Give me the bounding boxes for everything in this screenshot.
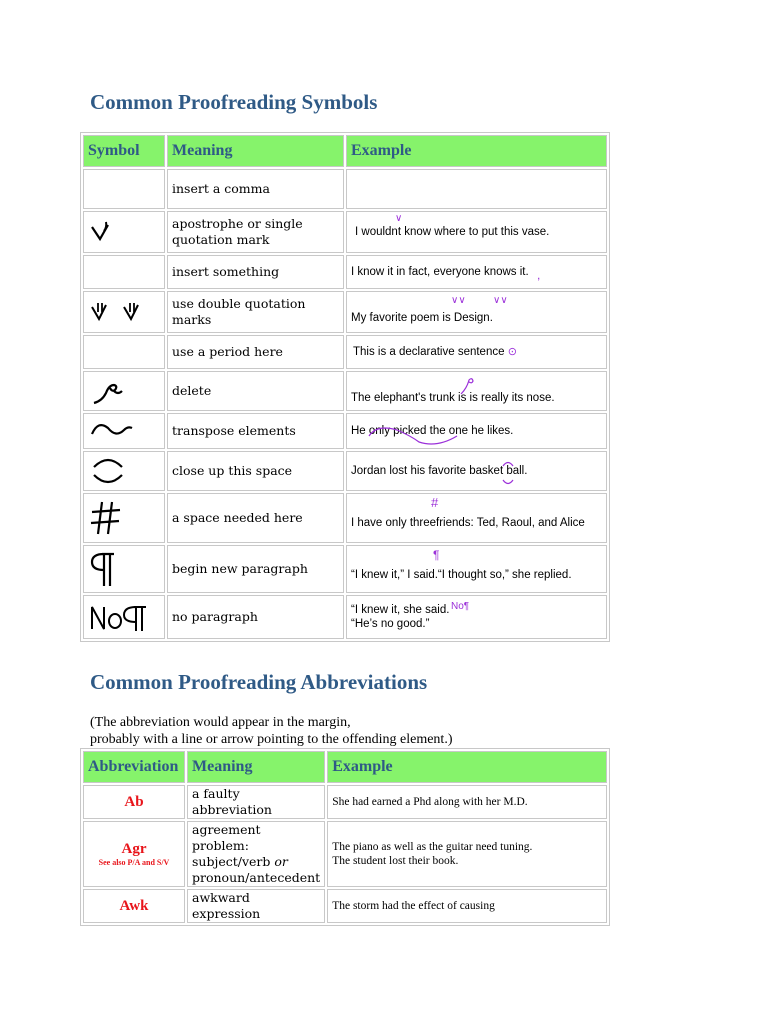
example-text: I know it in fact, everyone knows it. [351, 266, 529, 278]
meaning-text: agreement problem: subject/verb [192, 822, 275, 869]
meaning-cell: close up this space [167, 451, 344, 491]
symbol-cell [83, 291, 165, 333]
apostrophe-mark-icon [88, 217, 128, 247]
note-line-1: (The abbreviation would appear in the margin, [90, 715, 351, 730]
meaning-cell: insert a comma [167, 169, 344, 209]
meaning-cell: no paragraph [167, 595, 344, 639]
table-row [83, 889, 607, 923]
table-row [83, 371, 607, 411]
header-meaning: Meaning [167, 135, 344, 167]
example-text: Jordan lost his favorite basket ball. [351, 465, 528, 477]
caret-mark-icon: ∨ [395, 213, 403, 224]
example-cell [346, 255, 607, 289]
double-quote-mark-icon: ∨∨ [451, 295, 466, 306]
paragraph-mark-icon: ¶ [433, 548, 440, 562]
header-abbreviation: Abbreviation [83, 751, 185, 783]
example-cell [346, 371, 607, 411]
example-cell [346, 595, 607, 639]
example-text: My favorite poem is Design. [351, 312, 493, 324]
example-text-line-2: The student lost their book. [332, 855, 459, 867]
example-cell: She had earned a Phd along with her M.D. [327, 785, 607, 819]
example-cell [346, 493, 607, 543]
transpose-mark-icon [88, 416, 136, 446]
abbreviation-cell [83, 821, 185, 887]
meaning-cell: awkward expression [187, 889, 325, 923]
see-also-note: See also P/A and S/V [98, 857, 170, 867]
table-row [83, 413, 607, 449]
header-example: Example [346, 135, 607, 167]
symbol-cell [83, 169, 165, 209]
meaning-emphasis: or [274, 854, 288, 869]
meaning-cell [187, 821, 325, 887]
table-row [83, 335, 607, 369]
meaning-cell: use a period here [167, 335, 344, 369]
symbol-cell [83, 211, 165, 253]
example-cell [346, 169, 607, 209]
abbreviations-section-title: Common Proofreading Abbreviations [90, 670, 428, 694]
example-cell [346, 545, 607, 593]
example-cell [346, 413, 607, 449]
table-row [83, 451, 607, 491]
space-mark-icon [88, 498, 124, 538]
example-cell: The storm had the effect of causing [327, 889, 607, 923]
double-quote-mark-icon [88, 297, 154, 327]
example-cell [346, 451, 607, 491]
meaning-cell: begin new paragraph [167, 545, 344, 593]
example-cell [346, 211, 607, 253]
table-row [83, 255, 607, 289]
example-cell [346, 335, 607, 369]
table-row [83, 169, 607, 209]
table-row [83, 595, 607, 639]
example-text: This is a declarative sentence [353, 346, 505, 358]
symbol-cell [83, 493, 165, 543]
symbol-cell [83, 335, 165, 369]
close-up-stroke-icon [501, 460, 515, 486]
abbreviations-table-header [83, 751, 607, 783]
example-text: I wouldnt know where to put this vase. [355, 226, 550, 238]
symbols-section-title: Common Proofreading Symbols [90, 90, 378, 114]
abbreviation-text: Agr [121, 840, 147, 857]
meaning-tail: pronoun/antecedent [192, 870, 321, 885]
paragraph-mark-icon [88, 548, 124, 590]
meaning-cell: use double quotation marks [167, 291, 344, 333]
table-row [83, 785, 607, 819]
header-meaning: Meaning [187, 751, 325, 783]
symbol-cell [83, 451, 165, 491]
header-symbol: Symbol [83, 135, 165, 167]
meaning-cell: apostrophe or single quotation mark [167, 211, 344, 253]
meaning-cell: a faulty abbreviation [187, 785, 325, 819]
comma-mark-icon: , [537, 268, 541, 282]
meaning-cell: transpose elements [167, 413, 344, 449]
example-text-line-2: “He’s no good.” [351, 618, 430, 630]
meaning-cell: a space needed here [167, 493, 344, 543]
example-text: “I knew it,” I said.“I thought so,” she replied. [351, 569, 572, 581]
example-text: The elephant's trunk is is really its nose. [351, 392, 555, 404]
meaning-cell: delete [167, 371, 344, 411]
double-quote-mark-icon: ∨∨ [493, 295, 508, 306]
meaning-cell: insert something [167, 255, 344, 289]
no-paragraph-mark-icon [88, 599, 152, 635]
abbreviation-cell [83, 889, 185, 923]
table-row [83, 493, 607, 543]
symbols-table [80, 132, 610, 642]
period-mark-icon: ⊙ [507, 346, 517, 358]
example-text: “I knew it, she said. [351, 604, 450, 616]
abbreviation-cell [83, 785, 185, 819]
no-paragraph-mark-icon: No¶ [451, 601, 470, 612]
space-mark-icon: # [431, 495, 439, 510]
abbreviation-text: Awk [119, 897, 149, 914]
symbol-cell [83, 545, 165, 593]
note-line-2: probably with a line or arrow pointing to the offending element.) [90, 732, 453, 747]
abbreviations-table [80, 748, 610, 926]
table-row [83, 545, 607, 593]
example-text: I have only threefriends: Ted, Raoul, and Alice [351, 517, 585, 529]
abbreviation-note [90, 714, 452, 748]
example-text: He only picked the one he likes. [351, 425, 514, 437]
example-cell [327, 821, 607, 887]
close-up-mark-icon [88, 455, 128, 487]
delete-mark-icon [88, 375, 128, 407]
symbols-table-header [83, 135, 607, 167]
transpose-stroke-icon [367, 422, 463, 446]
header-example: Example [327, 751, 607, 783]
symbol-cell [83, 371, 165, 411]
table-row [83, 211, 607, 253]
symbol-cell [83, 255, 165, 289]
symbol-cell [83, 413, 165, 449]
table-row [83, 821, 607, 887]
example-text: The piano as well as the guitar need tuning. [332, 841, 533, 853]
example-cell [346, 291, 607, 333]
abbreviation-text: Ab [124, 793, 144, 810]
symbol-cell [83, 595, 165, 639]
table-row [83, 291, 607, 333]
